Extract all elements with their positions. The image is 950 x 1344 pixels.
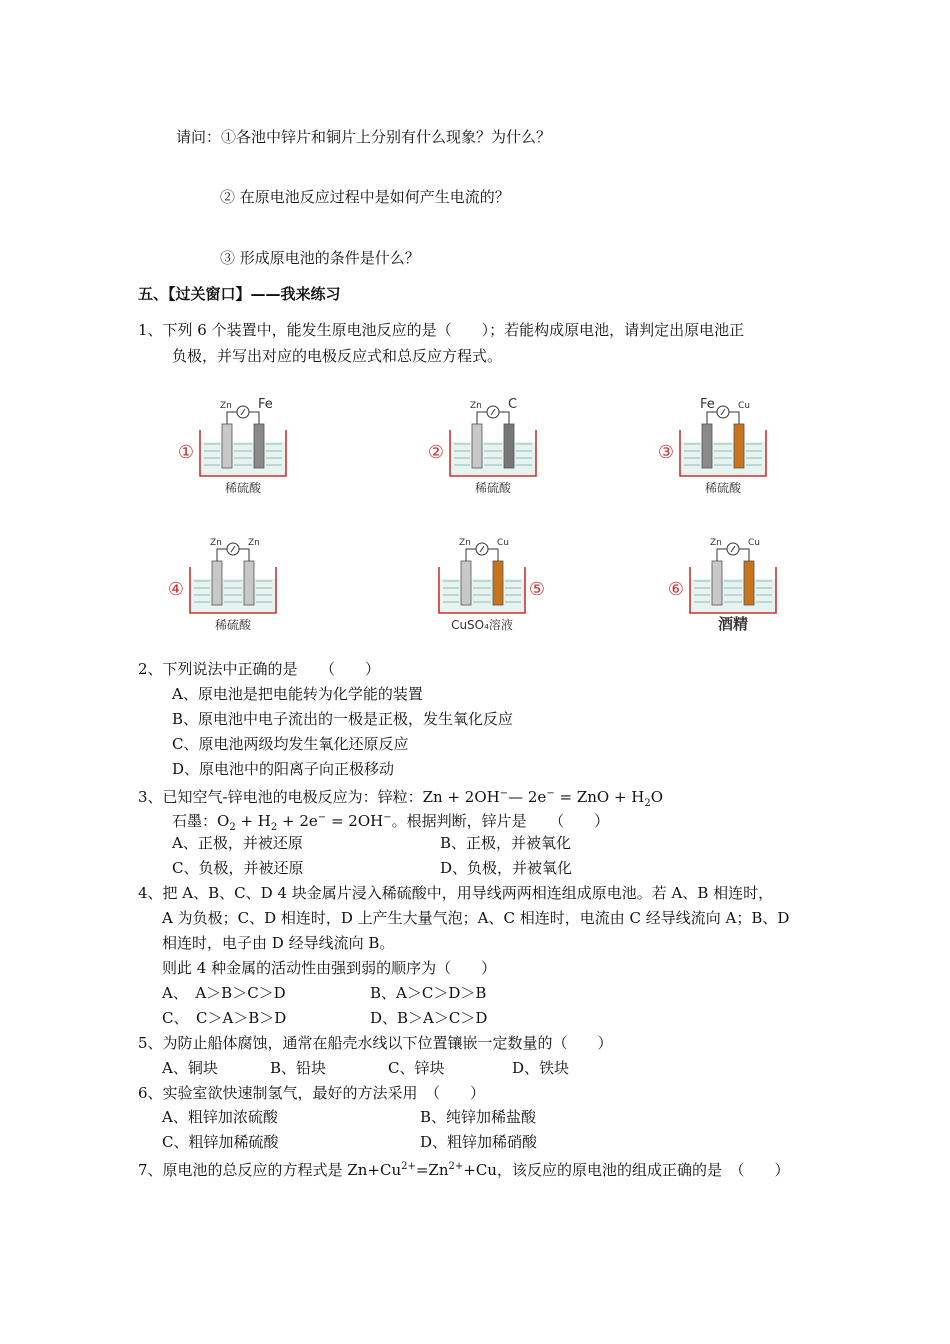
problem-5-stem: 5、为防止船体腐蚀，通常在船壳水线以下位置镶嵌一定数量的（ ） (138, 1034, 613, 1052)
wire-right (739, 549, 749, 561)
problem-6-option-d: D、粗锌加稀硝酸 (420, 1133, 538, 1151)
problem-7-stem: 7、原电池的总反应的方程式是 $Zn+Cu^{2+}=Zn^{2+}+Cu$，该反应的原电池的组成正确的是 （ ） (138, 1161, 790, 1179)
problem-4-line-3: 相连时，电子由 D 经导线流向 B。 (162, 934, 395, 952)
cell-diagram-2 (420, 398, 560, 503)
cell-number: ④ (167, 579, 185, 600)
right-electrode-label: Cu (497, 538, 509, 548)
cell-number: ① (177, 442, 195, 463)
wire-left (477, 412, 487, 424)
problem-3-option-c: C、负极，并被还原 (172, 859, 304, 877)
left-electrode-label: Zn (459, 538, 471, 548)
wire-left (717, 549, 727, 561)
solution-label: 稀硫酸 (214, 618, 252, 632)
wire-left (227, 412, 237, 424)
left-electrode (702, 424, 712, 468)
right-electrode (734, 424, 744, 468)
right-electrode-label: Zn (248, 538, 260, 548)
wire-left (707, 412, 717, 424)
right-electrode (504, 424, 514, 468)
cell-diagram-4 (160, 535, 300, 640)
solution-label: 酒精 (717, 615, 749, 633)
left-electrode (222, 424, 232, 468)
problem-4-line-2: A 为负极；C、D 相连时，D 上产生大量气泡；A、C 相连时，电流由 C 经导线流向 A；B、D (162, 909, 790, 927)
cell-diagram-3 (650, 398, 790, 503)
problem-4-option-a: A、 A＞B＞C＞D (162, 984, 286, 1002)
problem-4-line-1: 4、把 A、B、C、D 4 块金属片浸入稀硫酸中，用导线两两相连组成原电池。若 A、B 相连时， (138, 884, 774, 902)
left-electrode (461, 561, 471, 605)
left-electrode (472, 424, 482, 468)
right-electrode-label: Fe (258, 398, 273, 412)
problem-3-option-d: D、负极，并被氧化 (440, 859, 573, 877)
problem-5-option-d: D、铁块 (512, 1059, 570, 1077)
cell-diagram-5 (425, 535, 565, 640)
question-current: ② 在原电池反应过程中是如何产生电流的？ (220, 188, 510, 206)
question-conditions: ③ 形成原电池的条件是什么？ (220, 249, 420, 267)
problem-4-option-d: D、B＞A＞C＞D (370, 1009, 488, 1027)
problem-2-option-b: B、原电池中电子流出的一极是正极，发生氧化反应 (172, 710, 514, 728)
right-electrode-label: C (508, 398, 518, 412)
question-phenomena: 请问：①各池中锌片和铜片上分别有什么现象？为什么？ (176, 128, 552, 146)
left-electrode (212, 561, 222, 605)
right-electrode (493, 561, 503, 605)
left-electrode-label: Zn (710, 538, 722, 548)
problem-2-option-d: D、原电池中的阳离子向正极移动 (172, 760, 395, 778)
solution-fill (680, 442, 766, 476)
wire-right (239, 549, 249, 561)
cell-number: ⑥ (667, 579, 685, 600)
solution-label: 稀硫酸 (474, 481, 512, 495)
problem-1-line-2: 负极，并写出对应的电极反应式和总反应方程式。 (172, 347, 503, 365)
solution-fill (190, 579, 276, 613)
right-electrode (254, 424, 264, 468)
problem-3-option-a: A、正极，并被还原 (172, 834, 303, 852)
left-electrode (712, 561, 722, 605)
problem-6-option-a: A、粗锌加浓硫酸 (162, 1108, 278, 1126)
solution-fill (450, 442, 536, 476)
cell-svg (170, 398, 310, 503)
cell-svg (650, 398, 790, 503)
problem-3-stem: 3、已知空气-锌电池的电极反应为：锌粒：Zn + 2OH−— 2e− = ZnO + $H_2O$ (138, 788, 664, 809)
wire-right (729, 412, 739, 424)
problem-5-option-b: B、铅块 (270, 1059, 327, 1077)
cell-svg (660, 535, 800, 640)
wire-right (249, 412, 259, 424)
cell-number: ③ (657, 442, 675, 463)
problem-6-option-c: C、粗锌加稀硫酸 (162, 1133, 279, 1151)
section-title: 五、【过关窗口】——我来练习 (138, 285, 341, 303)
problem-5-option-c: C、锌块 (388, 1059, 445, 1077)
problem-6-stem: 6、实验室欲快速制氢气，最好的方法采用 （ ） (138, 1084, 486, 1102)
problem-4-line-4: 则此 4 种金属的活动性由强到弱的顺序为（ ） (162, 959, 497, 977)
problem-2-stem: 2、下列说法中正确的是 （ ） (138, 660, 381, 678)
solution-fill (200, 442, 286, 476)
cell-svg (425, 535, 565, 640)
cell-svg (160, 535, 300, 640)
left-electrode-label: Zn (470, 401, 482, 411)
wire-left (217, 549, 227, 561)
wire-left (466, 549, 476, 561)
problem-2-option-a: A、原电池是把电能转为化学能的装置 (172, 685, 423, 703)
right-electrode-label: Cu (738, 401, 750, 411)
cell-diagram-1 (170, 398, 310, 503)
problem-3-option-b: B、正极，并被氧化 (440, 834, 572, 852)
problem-4-option-b: B、A＞C＞D＞B (370, 984, 487, 1002)
left-electrode-label: Fe (700, 398, 715, 412)
left-electrode-label: Zn (210, 538, 222, 548)
problem-3-line-2: 石墨：$O_2 + H_2 + 2e^- = 2OH^-$。根据判断，锌片是 （ ） (172, 812, 610, 833)
solution-label: 稀硫酸 (224, 481, 262, 495)
right-electrode (744, 561, 754, 605)
cell-diagram-6 (660, 535, 800, 640)
wire-right (499, 412, 509, 424)
right-electrode-label: Cu (748, 538, 760, 548)
problem-5-option-a: A、铜块 (162, 1059, 218, 1077)
left-electrode-label: Zn (220, 401, 232, 411)
solution-label: CuSO₄溶液 (451, 618, 513, 632)
right-electrode (244, 561, 254, 605)
cell-svg (420, 398, 560, 503)
solution-label: 稀硫酸 (704, 481, 742, 495)
solution-fill (439, 579, 525, 613)
problem-6-option-b: B、纯锌加稀盐酸 (420, 1108, 537, 1126)
cell-number: ⑤ (528, 579, 546, 600)
solution-fill (690, 579, 776, 613)
cell-number: ② (427, 442, 445, 463)
problem-1-line-1: 1、下列 6 个装置中，能发生原电池反应的是（ ）；若能构成原电池，请判定出原电池正 (138, 321, 745, 339)
wire-right (488, 549, 498, 561)
problem-4-option-c: C、 C＞A＞B＞D (162, 1009, 287, 1027)
problem-2-option-c: C、原电池两级均发生氧化还原反应 (172, 735, 409, 753)
